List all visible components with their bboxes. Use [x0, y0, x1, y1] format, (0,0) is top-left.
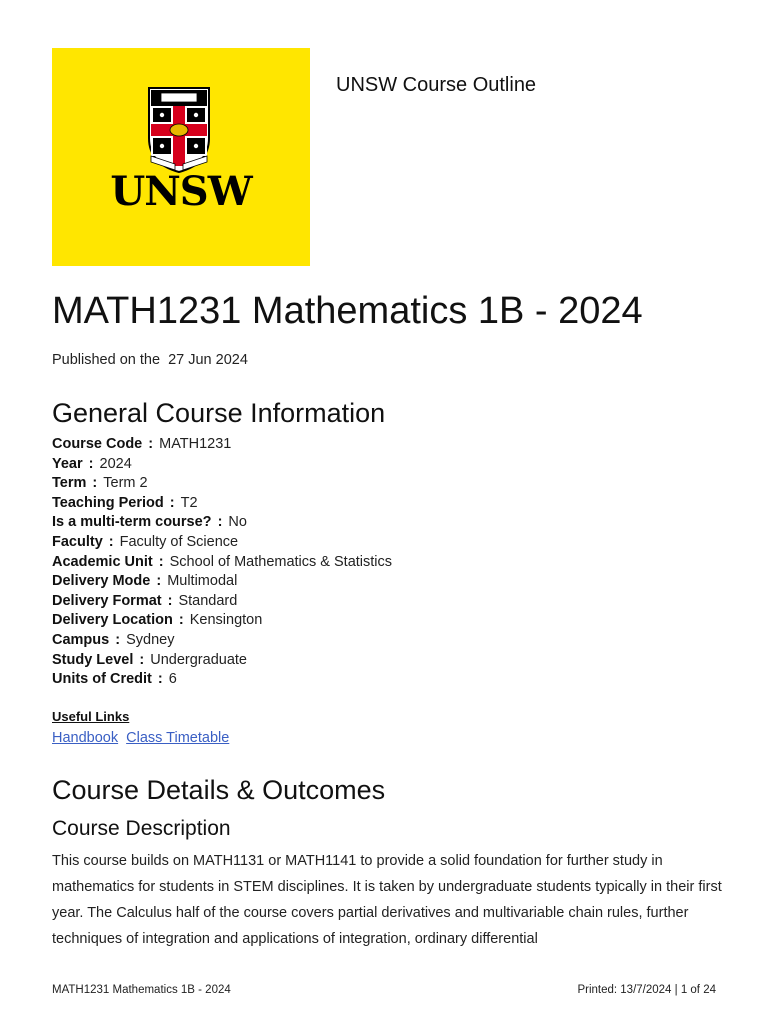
unsw-wordmark: UNSW: [110, 168, 252, 215]
info-separator: :: [174, 612, 184, 629]
info-label: Campus: [52, 631, 110, 648]
info-row-teaching-period: [52, 494, 392, 514]
info-separator: :: [213, 514, 223, 531]
footer-course-title: MATH1231 Mathematics 1B - 2024: [52, 984, 231, 996]
class-timetable-link[interactable]: Class Timetable: [126, 730, 230, 746]
info-label: Teaching Period: [52, 494, 164, 511]
info-label: Course Code: [52, 436, 143, 452]
info-value: Undergraduate: [150, 651, 247, 668]
info-value: T2: [180, 494, 198, 511]
info-separator: :: [165, 494, 175, 511]
info-value: No: [228, 514, 247, 531]
page-title: MATH1231 Mathematics 1B - 2024: [52, 290, 643, 332]
info-label: Delivery Location: [52, 612, 173, 629]
info-row-delivery-mode: [52, 572, 392, 592]
info-separator: :: [152, 573, 162, 590]
info-separator: :: [153, 671, 163, 688]
info-row-units-of-credit: [52, 670, 392, 690]
published-value: 27 Jun 2024: [168, 352, 248, 368]
info-separator: :: [88, 475, 98, 492]
info-value: Faculty of Science: [119, 533, 239, 550]
info-value: Term 2: [103, 475, 148, 492]
info-label: Faculty: [52, 533, 103, 550]
footer-print-info: Printed: 13/7/2024 | 1 of 24: [577, 984, 716, 996]
course-details-heading: Course Details & Outcomes: [52, 775, 386, 805]
info-value: Multimodal: [167, 573, 238, 590]
unsw-logo: [52, 48, 310, 266]
unsw-crest-icon: [147, 86, 211, 174]
outline-title: UNSW Course Outline: [336, 74, 537, 96]
info-label: Is a multi-term course?: [52, 514, 212, 531]
info-row-multi-term: [52, 513, 392, 533]
published-date: [52, 352, 252, 368]
info-label: Delivery Format: [52, 592, 162, 609]
info-label: Delivery Mode: [52, 573, 151, 590]
info-row-campus: [52, 631, 392, 651]
info-row-academic-unit: [52, 553, 392, 573]
useful-links: [52, 730, 233, 746]
info-label: Year: [52, 455, 83, 472]
info-row-term: [52, 474, 392, 494]
info-separator: :: [104, 533, 114, 550]
info-row-faculty: [52, 533, 392, 553]
course-description-text: This course builds on MATH1131 or MATH1141 to provide a solid foundation for further study in mathematics for students in STEM disciplines. It is taken by undergraduate students typically in their first year. The Calculus half of the course covers partial derivatives and multivariable chain rules, further techniques of integration and applications of integration, ordinary differential: [52, 853, 722, 947]
general-info-list: [52, 435, 392, 690]
general-info-heading: General Course Information: [52, 398, 386, 428]
course-description-heading: Course Description: [52, 817, 231, 840]
info-separator: :: [111, 631, 121, 648]
info-value: Sydney: [126, 631, 175, 648]
info-value: MATH1231: [159, 436, 232, 452]
info-row-delivery-format: [52, 592, 392, 612]
info-row-year: [52, 455, 392, 475]
info-row-delivery-location: [52, 611, 392, 631]
info-label: Study Level: [52, 651, 134, 668]
info-value: School of Mathematics & Statistics: [169, 553, 393, 570]
info-value: Standard: [178, 592, 238, 609]
handbook-link[interactable]: Handbook: [52, 730, 119, 746]
info-separator: :: [163, 592, 173, 609]
info-label: Academic Unit: [52, 553, 153, 570]
info-label: Units of Credit: [52, 671, 152, 688]
info-separator: :: [154, 553, 164, 570]
info-separator: :: [84, 455, 94, 472]
info-value: 2024: [99, 455, 132, 472]
info-value: 6: [168, 671, 177, 688]
info-separator: :: [135, 651, 145, 668]
info-row-study-level: [52, 651, 392, 671]
info-row-course-code: [52, 435, 392, 455]
published-label: Published on the: [52, 352, 161, 368]
info-label: Term: [52, 475, 87, 492]
info-value: Kensington: [189, 612, 263, 629]
info-separator: :: [144, 436, 154, 452]
useful-links-heading: Useful Links: [52, 709, 130, 724]
